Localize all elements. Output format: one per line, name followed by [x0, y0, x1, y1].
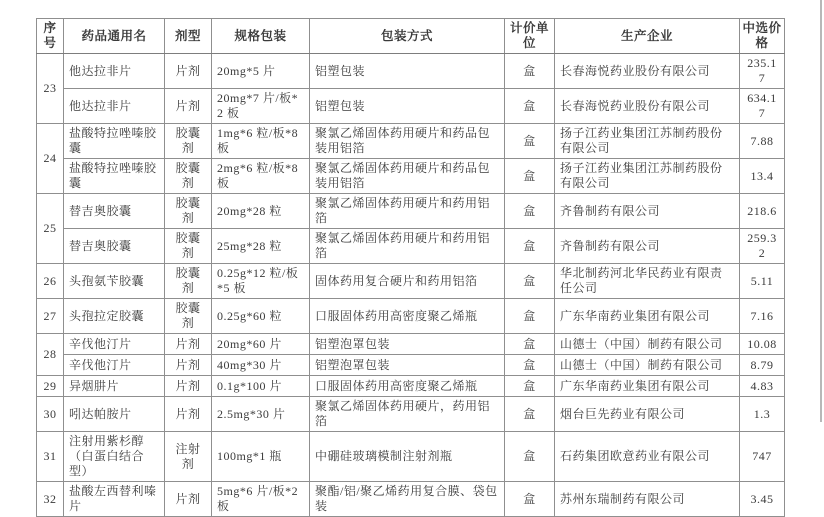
cell-drug: 吲达帕胺片	[64, 397, 165, 432]
cell-drug: 盐酸特拉唑嗪胶囊	[64, 159, 165, 194]
cell-form: 胶囊剂	[165, 264, 212, 299]
cell-form: 胶囊剂	[165, 124, 212, 159]
cell-price: 10.08	[740, 334, 785, 355]
cell-unit: 盒	[505, 299, 555, 334]
table-row	[37, 124, 785, 159]
cell-drug: 注射用紫杉醇（白蛋白结合型）	[64, 432, 165, 482]
cell-unit: 盒	[505, 54, 555, 89]
cell-price: 8.79	[740, 355, 785, 376]
page-edge-line	[820, 0, 822, 422]
cell-pack: 聚氯乙烯固体药用硬片和药用铝箔	[310, 194, 505, 229]
cell-mfr: 齐鲁制药有限公司	[555, 229, 740, 264]
cell-price: 1.3	[740, 397, 785, 432]
cell-form: 胶囊剂	[165, 194, 212, 229]
cell-pack: 聚氯乙烯固体药用硬片和药品包装用铝箔	[310, 124, 505, 159]
cell-drug: 异烟肼片	[64, 376, 165, 397]
cell-pack: 固体药用复合硬片和药用铝箔	[310, 264, 505, 299]
cell-seq: 27	[37, 299, 64, 334]
cell-mfr: 广东华南药业集团有限公司	[555, 299, 740, 334]
cell-seq: 25	[37, 194, 64, 264]
table-row	[37, 54, 785, 89]
table-header-row	[37, 19, 785, 54]
table-row	[37, 159, 785, 194]
cell-unit: 盒	[505, 124, 555, 159]
cell-form: 片剂	[165, 334, 212, 355]
table-row	[37, 264, 785, 299]
table-row	[37, 229, 785, 264]
cell-seq: 26	[37, 264, 64, 299]
cell-drug: 盐酸左西替利嗪片	[64, 482, 165, 517]
cell-drug: 替吉奥胶囊	[64, 194, 165, 229]
cell-pack: 铝塑泡罩包装	[310, 334, 505, 355]
cell-unit: 盒	[505, 334, 555, 355]
cell-pack: 中硼硅玻璃模制注射剂瓶	[310, 432, 505, 482]
cell-unit: 盒	[505, 159, 555, 194]
cell-spec: 0.25g*60 粒	[212, 299, 310, 334]
cell-spec: 20mg*28 粒	[212, 194, 310, 229]
cell-price: 5.11	[740, 264, 785, 299]
table-body	[37, 54, 785, 517]
cell-unit: 盒	[505, 89, 555, 124]
cell-form: 片剂	[165, 355, 212, 376]
cell-unit: 盒	[505, 432, 555, 482]
cell-spec: 20mg*5 片	[212, 54, 310, 89]
cell-unit: 盒	[505, 229, 555, 264]
table-row	[37, 355, 785, 376]
cell-mfr: 扬子江药业集团江苏制药股份有限公司	[555, 124, 740, 159]
cell-spec: 2mg*6 粒/板*8 板	[212, 159, 310, 194]
cell-mfr: 烟台巨先药业有限公司	[555, 397, 740, 432]
cell-drug: 他达拉非片	[64, 54, 165, 89]
cell-price: 7.16	[740, 299, 785, 334]
cell-seq: 23	[37, 54, 64, 124]
cell-price: 259.32	[740, 229, 785, 264]
cell-spec: 25mg*28 粒	[212, 229, 310, 264]
cell-price: 7.88	[740, 124, 785, 159]
column-header-unit: 计价单位	[505, 19, 555, 54]
cell-unit: 盒	[505, 264, 555, 299]
cell-pack: 聚氯乙烯固体药用硬片，药用铝箔	[310, 397, 505, 432]
cell-price: 4.83	[740, 376, 785, 397]
cell-form: 注射剂	[165, 432, 212, 482]
cell-drug: 他达拉非片	[64, 89, 165, 124]
column-header-mfr: 生产企业	[555, 19, 740, 54]
cell-mfr: 扬子江药业集团江苏制药股份有限公司	[555, 159, 740, 194]
cell-drug: 头孢拉定胶囊	[64, 299, 165, 334]
cell-form: 片剂	[165, 376, 212, 397]
cell-pack: 铝塑包装	[310, 89, 505, 124]
cell-drug: 头孢氨苄胶囊	[64, 264, 165, 299]
cell-mfr: 苏州东瑞制药有限公司	[555, 482, 740, 517]
cell-drug: 盐酸特拉唑嗪胶囊	[64, 124, 165, 159]
cell-mfr: 齐鲁制药有限公司	[555, 194, 740, 229]
cell-spec: 0.1g*100 片	[212, 376, 310, 397]
cell-unit: 盒	[505, 397, 555, 432]
cell-spec: 2.5mg*30 片	[212, 397, 310, 432]
cell-spec: 40mg*30 片	[212, 355, 310, 376]
table-row	[37, 334, 785, 355]
cell-drug: 辛伐他汀片	[64, 334, 165, 355]
cell-seq: 28	[37, 334, 64, 376]
cell-drug: 替吉奥胶囊	[64, 229, 165, 264]
cell-pack: 口服固体药用高密度聚乙烯瓶	[310, 299, 505, 334]
cell-spec: 1mg*6 粒/板*8 板	[212, 124, 310, 159]
table-row	[37, 397, 785, 432]
cell-seq: 32	[37, 482, 64, 517]
cell-pack: 聚酯/铝/聚乙烯药用复合膜、袋包装	[310, 482, 505, 517]
cell-unit: 盒	[505, 355, 555, 376]
table-row	[37, 376, 785, 397]
column-header-pack: 包装方式	[310, 19, 505, 54]
cell-seq: 24	[37, 124, 64, 194]
cell-spec: 0.25g*12 粒/板*5 板	[212, 264, 310, 299]
cell-price: 13.4	[740, 159, 785, 194]
column-header-price: 中选价格	[740, 19, 785, 54]
cell-pack: 铝塑泡罩包装	[310, 355, 505, 376]
cell-form: 片剂	[165, 397, 212, 432]
cell-mfr: 石药集团欧意药业有限公司	[555, 432, 740, 482]
cell-mfr: 长春海悦药业股份有限公司	[555, 54, 740, 89]
cell-mfr: 长春海悦药业股份有限公司	[555, 89, 740, 124]
table-row	[37, 482, 785, 517]
cell-spec: 100mg*1 瓶	[212, 432, 310, 482]
column-header-spec: 规格包装	[212, 19, 310, 54]
cell-form: 胶囊剂	[165, 229, 212, 264]
cell-pack: 铝塑包装	[310, 54, 505, 89]
cell-pack: 口服固体药用高密度聚乙烯瓶	[310, 376, 505, 397]
cell-form: 片剂	[165, 482, 212, 517]
table-row	[37, 432, 785, 482]
cell-seq: 31	[37, 432, 64, 482]
column-header-seq: 序号	[37, 19, 64, 54]
drug-price-table	[36, 18, 785, 517]
cell-seq: 30	[37, 397, 64, 432]
cell-unit: 盒	[505, 194, 555, 229]
table-row	[37, 89, 785, 124]
cell-price: 747	[740, 432, 785, 482]
cell-spec: 20mg*60 片	[212, 334, 310, 355]
table-row	[37, 194, 785, 229]
column-header-drug: 药品通用名	[64, 19, 165, 54]
cell-pack: 聚氯乙烯固体药用硬片和药品包装用铝箔	[310, 159, 505, 194]
cell-seq: 29	[37, 376, 64, 397]
cell-unit: 盒	[505, 376, 555, 397]
cell-mfr: 山德士（中国）制药有限公司	[555, 334, 740, 355]
cell-mfr: 华北制药河北华民药业有限责任公司	[555, 264, 740, 299]
table-row	[37, 299, 785, 334]
cell-mfr: 山德士（中国）制药有限公司	[555, 355, 740, 376]
cell-form: 片剂	[165, 89, 212, 124]
cell-price: 634.17	[740, 89, 785, 124]
cell-mfr: 广东华南药业集团有限公司	[555, 376, 740, 397]
cell-unit: 盒	[505, 482, 555, 517]
cell-pack: 聚氯乙烯固体药用硬片和药用铝箔	[310, 229, 505, 264]
column-header-form: 剂型	[165, 19, 212, 54]
cell-price: 235.17	[740, 54, 785, 89]
cell-drug: 辛伐他汀片	[64, 355, 165, 376]
cell-price: 218.6	[740, 194, 785, 229]
cell-spec: 20mg*7 片/板*2 板	[212, 89, 310, 124]
cell-spec: 5mg*6 片/板*2 板	[212, 482, 310, 517]
cell-form: 胶囊剂	[165, 159, 212, 194]
cell-form: 胶囊剂	[165, 299, 212, 334]
cell-price: 3.45	[740, 482, 785, 517]
cell-form: 片剂	[165, 54, 212, 89]
